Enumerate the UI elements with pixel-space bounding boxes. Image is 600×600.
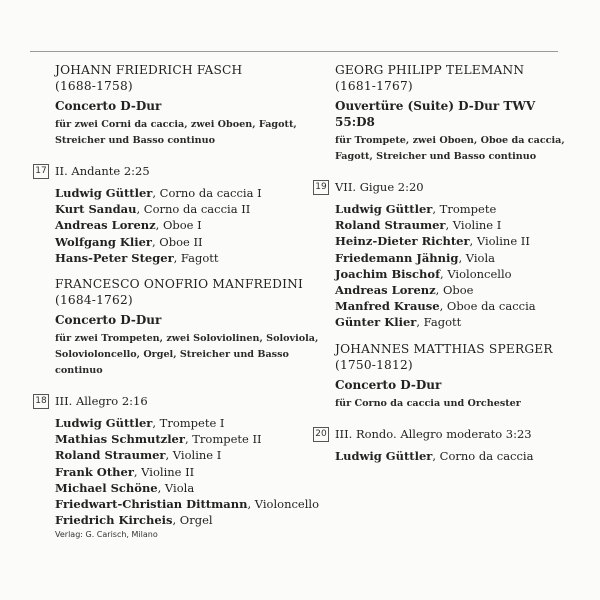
composer-dates: (1681-1767) xyxy=(335,79,413,93)
performer-name: Frank Other xyxy=(55,464,134,479)
track-number-box: 18 xyxy=(33,394,49,409)
performer-role: , Oboe xyxy=(435,283,474,298)
composer-name: JOHANNES MATTHIAS SPERGER xyxy=(335,341,553,356)
performer-role: , Corno da caccia xyxy=(432,448,534,463)
piece-block xyxy=(35,276,320,541)
track-title: III. Allegro 2:16 xyxy=(55,394,148,409)
performer-line xyxy=(335,314,575,330)
piece-block xyxy=(315,341,575,464)
performer-line xyxy=(55,447,320,463)
track-number-box: 20 xyxy=(313,427,329,442)
track-number-box: 17 xyxy=(33,164,49,179)
performer-role: , Trompete I xyxy=(152,416,225,431)
performer-role: , Trompete xyxy=(432,202,497,216)
performer-line xyxy=(55,480,320,496)
performer-role: , Violine II xyxy=(469,234,530,249)
performer-line xyxy=(335,282,575,298)
performer-line xyxy=(55,464,320,480)
performer-name: Kurt Sandau xyxy=(55,202,137,217)
performer-name: Roland Straumer xyxy=(335,218,446,233)
performer-name: Andreas Lorenz xyxy=(55,218,156,233)
performer-role: , Orgel xyxy=(172,513,213,528)
right-column xyxy=(315,62,575,464)
performer-line xyxy=(55,512,320,528)
piece-block xyxy=(315,62,575,331)
work-title: Concerto D-Dur xyxy=(55,99,162,113)
performer-line xyxy=(55,496,320,512)
performer-role: , Corno da caccia I xyxy=(152,186,262,200)
performer-role: , Oboe I xyxy=(155,218,202,233)
performer-role: , Violine II xyxy=(133,464,195,479)
performer-role: , Oboe da caccia xyxy=(439,299,536,314)
composer-name: JOHANN FRIEDRICH FASCH xyxy=(55,63,243,77)
performer-line xyxy=(55,201,320,217)
publisher-note: Verlag: G. Carisch, Milano xyxy=(55,530,158,540)
instrumentation-line: Solovioloncello, Orgel, Streicher und Basso continuo xyxy=(55,349,289,377)
performer-role: , Corno da caccia II xyxy=(136,202,251,217)
performer-role: , Violine I xyxy=(445,218,502,233)
performer-line xyxy=(55,217,320,233)
performer-line xyxy=(55,250,320,266)
work-title: Concerto D-Dur xyxy=(55,313,162,328)
performer-name: Ludwig Güttler xyxy=(335,202,433,216)
work-title: Concerto D-Dur xyxy=(335,377,442,392)
instrumentation-line: für zwei Trompeten, zwei Soloviolinen, Soloviola, xyxy=(55,333,319,345)
composer-dates: (1688-1758) xyxy=(55,79,133,93)
composer-name: FRANCESCO ONOFRIO MANFREDINI xyxy=(55,277,303,292)
performer-role: , Viola xyxy=(458,250,495,265)
performer-name: Ludwig Güttler xyxy=(55,186,153,200)
performer-role: , Viola xyxy=(157,480,195,495)
instrumentation-line: für Trompete, zwei Oboen, Oboe da caccia, xyxy=(335,135,565,146)
composer-dates: (1684-1762) xyxy=(55,293,133,308)
piece-block xyxy=(35,62,320,266)
performer-name: Roland Straumer xyxy=(55,448,166,463)
performer-role: , Violoncello xyxy=(440,266,512,281)
performer-line xyxy=(55,185,320,201)
performer-name: Manfred Krause xyxy=(335,299,440,314)
instrumentation-line: Fagott, Streicher und Basso continuo xyxy=(335,151,537,162)
performer-name: Günter Klier xyxy=(335,315,417,330)
performer-role: , Fagott xyxy=(416,315,462,330)
performer-line xyxy=(55,234,320,250)
performer-line xyxy=(335,266,575,282)
track-title: VII. Gigue 2:20 xyxy=(335,180,424,194)
performer-name: Friedwart-Christian Dittmann xyxy=(55,497,248,512)
performer-line xyxy=(335,298,575,314)
performer-line xyxy=(335,448,575,464)
work-title: Ouvertüre (Suite) D-Dur TWV 55:D8 xyxy=(335,99,536,129)
track-title: III. Rondo. Allegro moderato 3:23 xyxy=(335,426,532,441)
performer-name: Michael Schöne xyxy=(55,480,158,495)
track-entry xyxy=(35,393,320,409)
performer-name: Joachim Bischof xyxy=(335,266,441,281)
instrumentation-line: Streicher und Basso continuo xyxy=(55,135,215,146)
header-rule xyxy=(30,51,558,52)
performer-role: , Oboe II xyxy=(151,234,203,249)
instrumentation-line: für zwei Corni da caccia, zwei Oboen, Fagott, xyxy=(55,119,297,130)
performer-line xyxy=(335,250,575,266)
left-column xyxy=(35,62,320,541)
instrumentation-line: für Corno da caccia und Orchester xyxy=(335,397,521,409)
performer-name: Mathias Schmutzler xyxy=(55,432,185,447)
performer-name: Andreas Lorenz xyxy=(335,283,436,298)
track-entry xyxy=(35,163,320,179)
composer-dates: (1750-1812) xyxy=(335,357,413,372)
performer-line xyxy=(335,233,575,249)
performer-role: , Fagott xyxy=(173,250,219,265)
track-entry xyxy=(315,426,575,442)
composer-name: GEORG PHILIPP TELEMANN xyxy=(335,63,525,77)
performer-name: Friedemann Jähnig xyxy=(335,250,459,265)
track-title: II. Andante 2:25 xyxy=(55,164,150,178)
performer-name: Hans-Peter Steger xyxy=(55,250,174,265)
performer-line xyxy=(55,415,320,431)
performer-line xyxy=(335,201,575,217)
track-entry xyxy=(315,179,575,195)
performer-name: Wolfgang Klier xyxy=(55,234,152,249)
performer-role: , Violoncello xyxy=(247,497,320,512)
performer-role: , Trompete II xyxy=(184,432,262,447)
performer-name: Heinz-Dieter Richter xyxy=(335,234,470,249)
track-number-box: 19 xyxy=(313,180,329,195)
performer-line xyxy=(335,217,575,233)
performer-name: Ludwig Güttler xyxy=(335,448,433,463)
performer-role: , Violine I xyxy=(165,448,222,463)
performer-line xyxy=(55,431,320,447)
performer-name: Friedrich Kircheis xyxy=(55,513,173,528)
performer-name: Ludwig Güttler xyxy=(55,416,153,431)
